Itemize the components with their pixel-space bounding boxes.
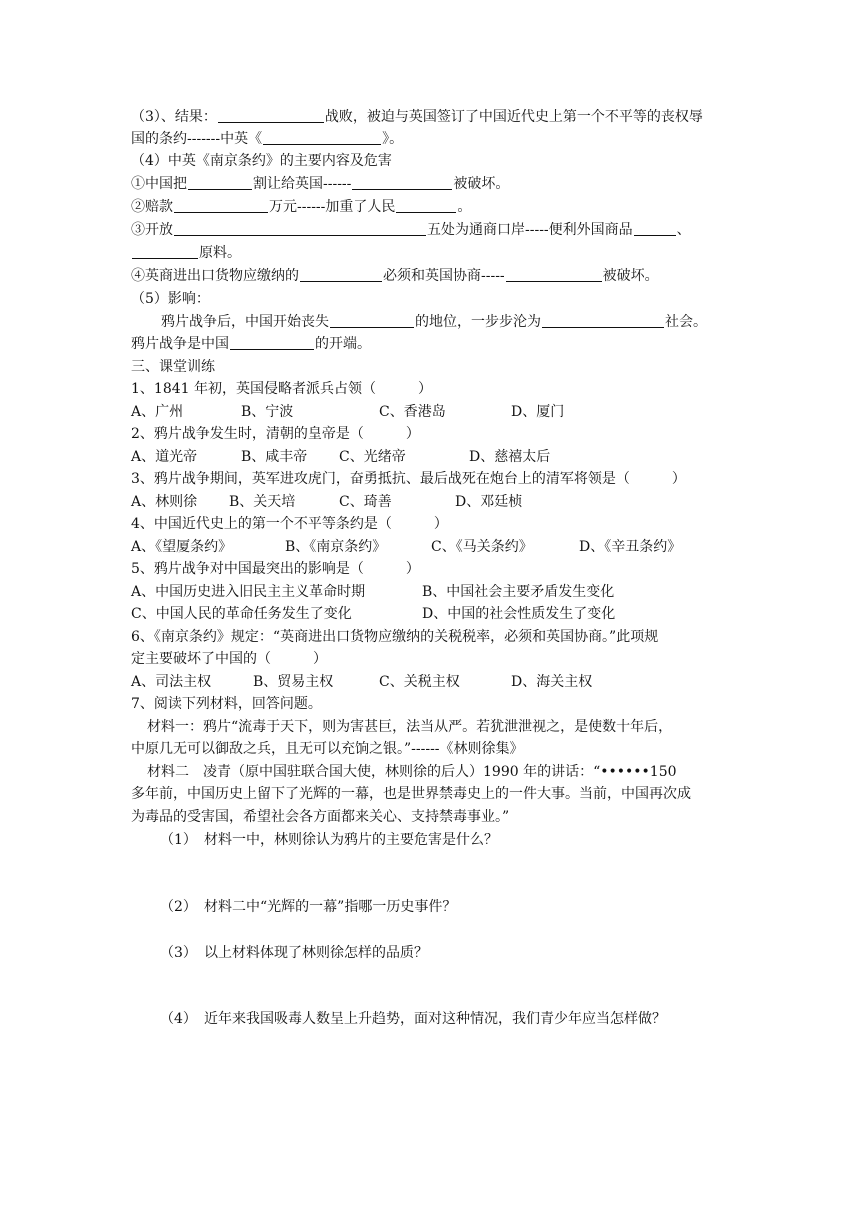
option[interactable]: D、中国的社会性质发生了变化 [422, 606, 616, 622]
item-1-b: 割让给英国------ [253, 176, 352, 192]
section-5-title: （5）影响： [131, 291, 210, 307]
sub-question-text: 以上材料体现了林则徐怎样的品质？ [204, 945, 428, 961]
option[interactable]: B、宁波 [241, 404, 294, 420]
result-line-2 [131, 128, 403, 150]
material-1-line-1: 材料一：鸦片“流毒于天下，则为害甚巨，法当从严。若犹泄泄视之，是使数十年后， [147, 719, 673, 735]
blank-ceded-land[interactable] [188, 175, 252, 190]
blank-destroyed-1[interactable] [352, 175, 452, 190]
result-text: 战败，被迫与英国签订了中国近代史上第一个不平等的丧权辱 [324, 109, 703, 125]
blank-result-country[interactable] [218, 108, 324, 123]
blank-destroyed-4[interactable] [506, 267, 602, 282]
item-2-b: 万元------加重了人民 [269, 199, 396, 215]
item-3-a: ③开放 [131, 222, 173, 238]
item-2-a: ②赔款 [131, 199, 173, 215]
option[interactable]: D、海关主权 [511, 674, 593, 690]
blank-goods[interactable] [634, 221, 676, 236]
result-line [131, 106, 703, 128]
option[interactable]: C、光绪帝 [339, 449, 406, 465]
question-4-options [131, 536, 681, 558]
sub-question-text: 材料一中，林则徐认为鸦片的主要危害是什么？ [204, 832, 498, 848]
sub-question-4 [160, 1008, 666, 1030]
option[interactable]: C、关税主权 [379, 674, 460, 690]
sub-question-text: 近年来我国吸毒人数呈上升趋势，面对这种情况，我们青少年应当怎样做？ [204, 1011, 666, 1027]
material-2-line-3: 为毒品的受害国，希望社会各方面都来关心、支持禁毒事业。” [131, 809, 510, 825]
option[interactable]: B、贸易主权 [253, 674, 334, 690]
material-2-line-1: 材料二 凌青（原中国驻联合国大使，林则徐的后人）1990 年的讲话：“••••••150 [147, 764, 677, 780]
option[interactable]: B、咸丰帝 [241, 449, 308, 465]
item-3-b: 五处为通商口岸-----便利外国商品 [427, 222, 633, 238]
item-3-d: 原料。 [199, 245, 241, 261]
sub-question-number: （1） [160, 832, 197, 848]
question-7: 7、阅读下列材料，回答问题。 [131, 696, 322, 712]
sub-question-number: （2） [160, 899, 197, 915]
sub-question-2 [160, 896, 456, 918]
sub-question-number: （4） [160, 1011, 197, 1027]
option[interactable]: B、《南京条约》 [285, 539, 387, 555]
item-1-a: ①中国把 [131, 176, 187, 192]
treaty-close: 》。 [382, 131, 404, 147]
option[interactable]: D、慈禧太后 [469, 449, 551, 465]
item-3-cont [131, 242, 241, 264]
influence-e: 的开端。 [315, 336, 371, 352]
option[interactable]: C、《马关条约》 [431, 539, 533, 555]
question-4: 4、中国近代史上的第一个不平等条约是（ ） [131, 516, 448, 532]
sub-question-text: 材料二中“光辉的一幕”指哪一历史事件？ [204, 899, 457, 915]
option[interactable]: A、林则徐 [131, 494, 198, 510]
option[interactable]: D、厦门 [511, 404, 565, 420]
influence-line-1 [161, 311, 707, 333]
blank-status[interactable] [330, 313, 414, 328]
question-3-options [131, 491, 522, 513]
option[interactable]: D、《辛丑条约》 [579, 539, 682, 555]
option[interactable]: A、司法主权 [131, 674, 212, 690]
item-4-c: 被破坏。 [602, 268, 659, 284]
blank-burden[interactable] [396, 198, 456, 213]
blank-raw-material[interactable] [132, 244, 198, 259]
material-1-line-2: 中原几无可以御敌之兵，且无可以充饷之银。”------《林则徐集》 [131, 741, 524, 757]
question-6-line-1: 6、《南京条约》规定：“英商进出口货物应缴纳的关税税率，必须和英国协商。”此项规 [131, 629, 659, 645]
material-2-line-2: 多年前，中国历史上留下了光辉的一幕，也是世界禁毒史上的一件大事。当前，中国再次成 [131, 786, 691, 802]
sub-question-3 [160, 942, 428, 964]
section-4-title: （4）中英《南京条约》的主要内容及危害 [131, 153, 392, 169]
option[interactable]: C、中国人民的革命任务发生了变化 [131, 606, 352, 622]
question-5-options-2 [131, 603, 615, 625]
blank-ports[interactable] [174, 221, 426, 236]
item-4-a: ④英商进出口货物应缴纳的 [131, 268, 299, 284]
blank-society[interactable] [542, 313, 664, 328]
treaty-text: 国的条约-------中英《 [131, 131, 263, 147]
question-5-options-1 [131, 581, 614, 603]
influence-a: 鸦片战争后，中国开始丧失 [161, 314, 329, 330]
item-2-c: 。 [457, 199, 472, 215]
item-3 [131, 219, 691, 241]
sub-question-number: （3） [160, 945, 197, 961]
question-6-options [131, 671, 592, 693]
option[interactable]: A、《望厦条约》 [131, 539, 233, 555]
blank-treaty-name[interactable] [263, 130, 381, 145]
question-1: 1、1841 年初，英国侵略者派兵占领（ ） [131, 381, 432, 397]
influence-c: 社会。 [665, 314, 707, 330]
question-5: 5、鸦片战争对中国最突出的影响是（ ） [131, 561, 420, 577]
blank-beginning[interactable] [230, 335, 314, 350]
blank-tariff[interactable] [300, 267, 382, 282]
blank-indemnity[interactable] [174, 198, 268, 213]
question-2: 2、鸦片战争发生时，清朝的皇帝是（ ） [131, 426, 420, 442]
option[interactable]: C、香港岛 [379, 404, 446, 420]
option[interactable]: A、广州 [131, 404, 184, 420]
option[interactable]: D、邓廷桢 [455, 494, 523, 510]
item-1-c: 被破坏。 [453, 176, 510, 192]
sub-question-1 [160, 829, 498, 851]
item-4 [131, 265, 659, 287]
result-label: （3）、结果： [131, 109, 217, 125]
question-3: 3、鸦片战争期间，英军进攻虎门，奋勇抵抗、最后战死在炮台上的清军将领是（ ） [131, 471, 686, 487]
training-heading: 三、课堂训练 [131, 359, 215, 375]
question-6-line-2: 定主要破坏了中国的（ ） [131, 651, 327, 667]
option[interactable]: B、中国社会主要矛盾发生变化 [422, 584, 615, 600]
item-2 [131, 196, 471, 218]
question-2-options [131, 446, 550, 468]
item-1 [131, 173, 509, 195]
option[interactable]: B、关天培 [229, 494, 296, 510]
item-3-c: 、 [676, 222, 691, 238]
option[interactable]: A、道光帝 [131, 449, 198, 465]
question-1-options [131, 401, 564, 423]
influence-d: 鸦片战争是中国 [131, 336, 229, 352]
influence-b: 的地位，一步步沦为 [415, 314, 541, 330]
influence-line-2 [131, 333, 371, 355]
option[interactable]: C、琦善 [339, 494, 392, 510]
item-4-b: 必须和英国协商----- [383, 268, 505, 284]
option[interactable]: A、中国历史进入旧民主主义革命时期 [131, 584, 366, 600]
